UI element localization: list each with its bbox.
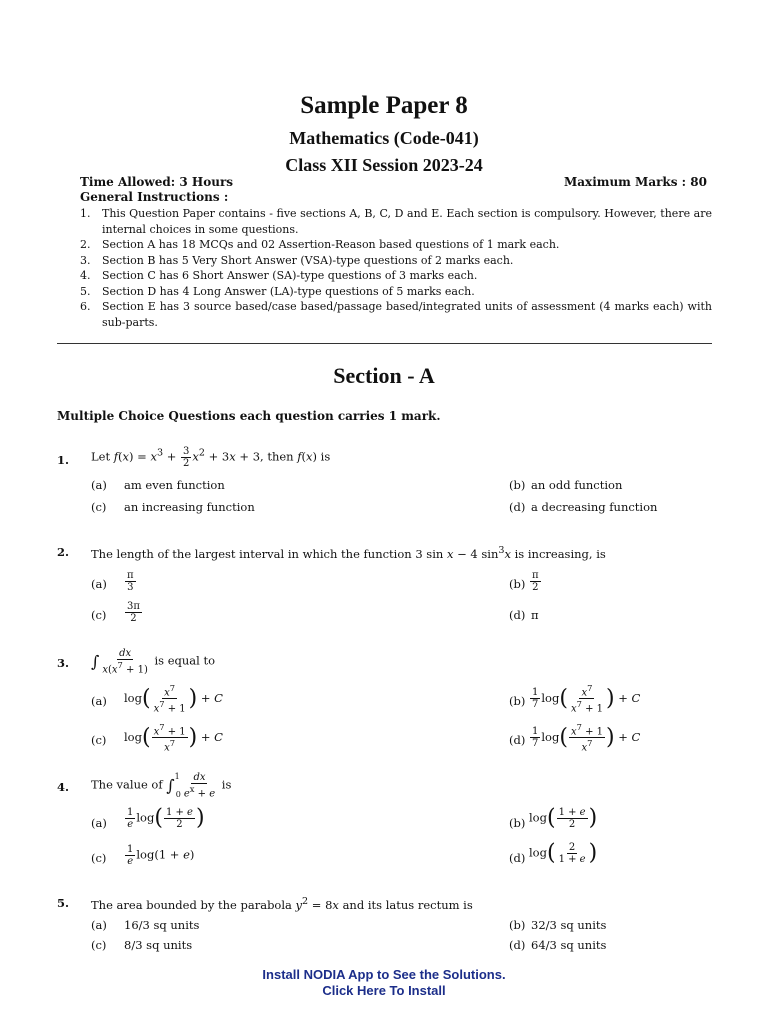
option-label: (a) bbox=[91, 478, 107, 492]
option-d: 64/3 sq units bbox=[531, 938, 607, 952]
time-allowed: Time Allowed: 3 Hours bbox=[80, 175, 234, 189]
option-label: (c) bbox=[91, 500, 107, 514]
general-instructions-heading: General Instructions : bbox=[80, 190, 229, 204]
option-a: 16/3 sq units bbox=[124, 918, 200, 932]
instruction-item: 2. Section A has 18 MCQs and 02 Assertion-Reason based questions of 1 mark each. bbox=[80, 238, 560, 251]
option-label: (a) bbox=[91, 694, 107, 708]
option-d: log( $\frac{2}{1 + e}$ ) bbox=[529, 840, 598, 866]
option-c: $\frac{3\pi}{2}$ bbox=[127, 601, 140, 624]
question-number: 3. bbox=[57, 656, 70, 670]
option-d: π bbox=[531, 608, 539, 622]
option-label: (c) bbox=[91, 608, 107, 622]
option-label: (b) bbox=[509, 918, 526, 932]
install-app-line1[interactable]: Install NODIA App to See the Solutions. bbox=[262, 967, 506, 982]
divider bbox=[57, 343, 712, 344]
option-b: 32/3 sq units bbox=[531, 918, 607, 932]
page-title: Sample Paper 8 bbox=[300, 92, 468, 119]
option-label: (d) bbox=[509, 500, 526, 514]
question-number: 1. bbox=[57, 453, 70, 467]
option-label: (c) bbox=[91, 733, 107, 747]
option-a: log( $\frac{x^7}{x^7 + 1}$ ) + C bbox=[124, 683, 223, 715]
question-stem: Let $f(x) = x^3$ + $\frac{3}{2}$ $x^2 + 3x + 3$, then f(x) is bbox=[91, 446, 331, 469]
option-label: (c) bbox=[91, 938, 107, 952]
class-session: Class XII Session 2023-24 bbox=[285, 155, 483, 175]
question-number: 4. bbox=[57, 780, 70, 794]
option-label: (b) bbox=[509, 577, 526, 591]
option-d: a decreasing function bbox=[531, 500, 658, 514]
question-stem: The length of the largest interval in which the function 3 sin x − 4 $\sin^3x$ is increasing, is bbox=[91, 545, 606, 561]
option-label: (a) bbox=[91, 816, 107, 830]
question-stem: The area bounded by the parabola $y^2 = 8x$ and its latus rectum is bbox=[91, 896, 473, 912]
question-number: 5. bbox=[57, 896, 70, 910]
option-label: (b) bbox=[509, 478, 526, 492]
install-app-line2[interactable]: Click Here To Install bbox=[322, 983, 446, 998]
option-label: (c) bbox=[91, 851, 107, 865]
instruction-item: 6. Section E has 3 source based/case based/passage based/integrated units of assessment (4 marks each) with sub-parts. bbox=[80, 300, 712, 329]
option-label: (a) bbox=[91, 918, 107, 932]
option-d: $\frac{1}{7}$ log( $\frac{x^7 + 1}{x^7}$ ) + C bbox=[532, 722, 641, 754]
maximum-marks: Maximum Marks : 80 bbox=[563, 175, 707, 189]
option-c: an increasing function bbox=[124, 500, 255, 514]
option-b: $\frac{1}{7}$ log( $\frac{x^7}{x^7 + 1}$ ) + C bbox=[532, 683, 641, 715]
option-c: log( $\frac{x^7 + 1}{x^7}$ ) + C bbox=[124, 722, 223, 754]
option-b: log( $\frac{1 + e}{2}$ ) bbox=[529, 805, 598, 831]
instructions-list bbox=[80, 206, 712, 330]
option-label: (b) bbox=[509, 694, 526, 708]
instruction-item: 1. This Question Paper contains - five sections A, B, C, D and E. Each section is compulsory. However, there are internal choices in some questions. bbox=[80, 207, 712, 236]
option-b: an odd function bbox=[531, 478, 623, 492]
instruction-item: 3. Section B has 5 Very Short Answer (VSA)-type questions of 2 marks each. bbox=[80, 253, 514, 267]
option-c: $\frac{1}{e}$ log(1 + e) bbox=[127, 844, 195, 867]
option-a: am even function bbox=[124, 478, 225, 492]
subject-code: Mathematics (Code-041) bbox=[289, 128, 479, 148]
install-app-link[interactable] bbox=[0, 967, 768, 999]
option-label: (d) bbox=[509, 733, 526, 747]
option-a: $\frac{\pi}{3}$ bbox=[127, 570, 134, 593]
option-a: $\frac{1}{e}$ log( $\frac{1 + e}{2}$ ) bbox=[127, 805, 205, 831]
option-label: (d) bbox=[509, 608, 526, 622]
question-stem: ∫ $\frac{dx}{x(x^7 + 1)}$ is equal to bbox=[91, 648, 216, 676]
section-subtitle: Multiple Choice Questions each question carries 1 mark. bbox=[57, 409, 441, 423]
option-b: $\frac{\pi}{2}$ bbox=[532, 570, 539, 593]
instruction-item: 5. Section D has 4 Long Answer (LA)-type questions of 5 marks each. bbox=[80, 284, 475, 298]
question-stem: The value of ∫$^1$0 $\frac{dx}{e^x + e}$ is bbox=[91, 772, 232, 800]
option-label: (b) bbox=[509, 816, 526, 830]
option-label: (a) bbox=[91, 577, 107, 591]
question-number: 2. bbox=[57, 545, 70, 559]
section-title: Section - A bbox=[333, 363, 435, 388]
option-c: 8/3 sq units bbox=[124, 938, 193, 952]
option-label: (d) bbox=[509, 851, 526, 865]
option-label: (d) bbox=[509, 938, 526, 952]
instruction-item: 4. Section C has 6 Short Answer (SA)-type questions of 3 marks each. bbox=[80, 269, 478, 282]
